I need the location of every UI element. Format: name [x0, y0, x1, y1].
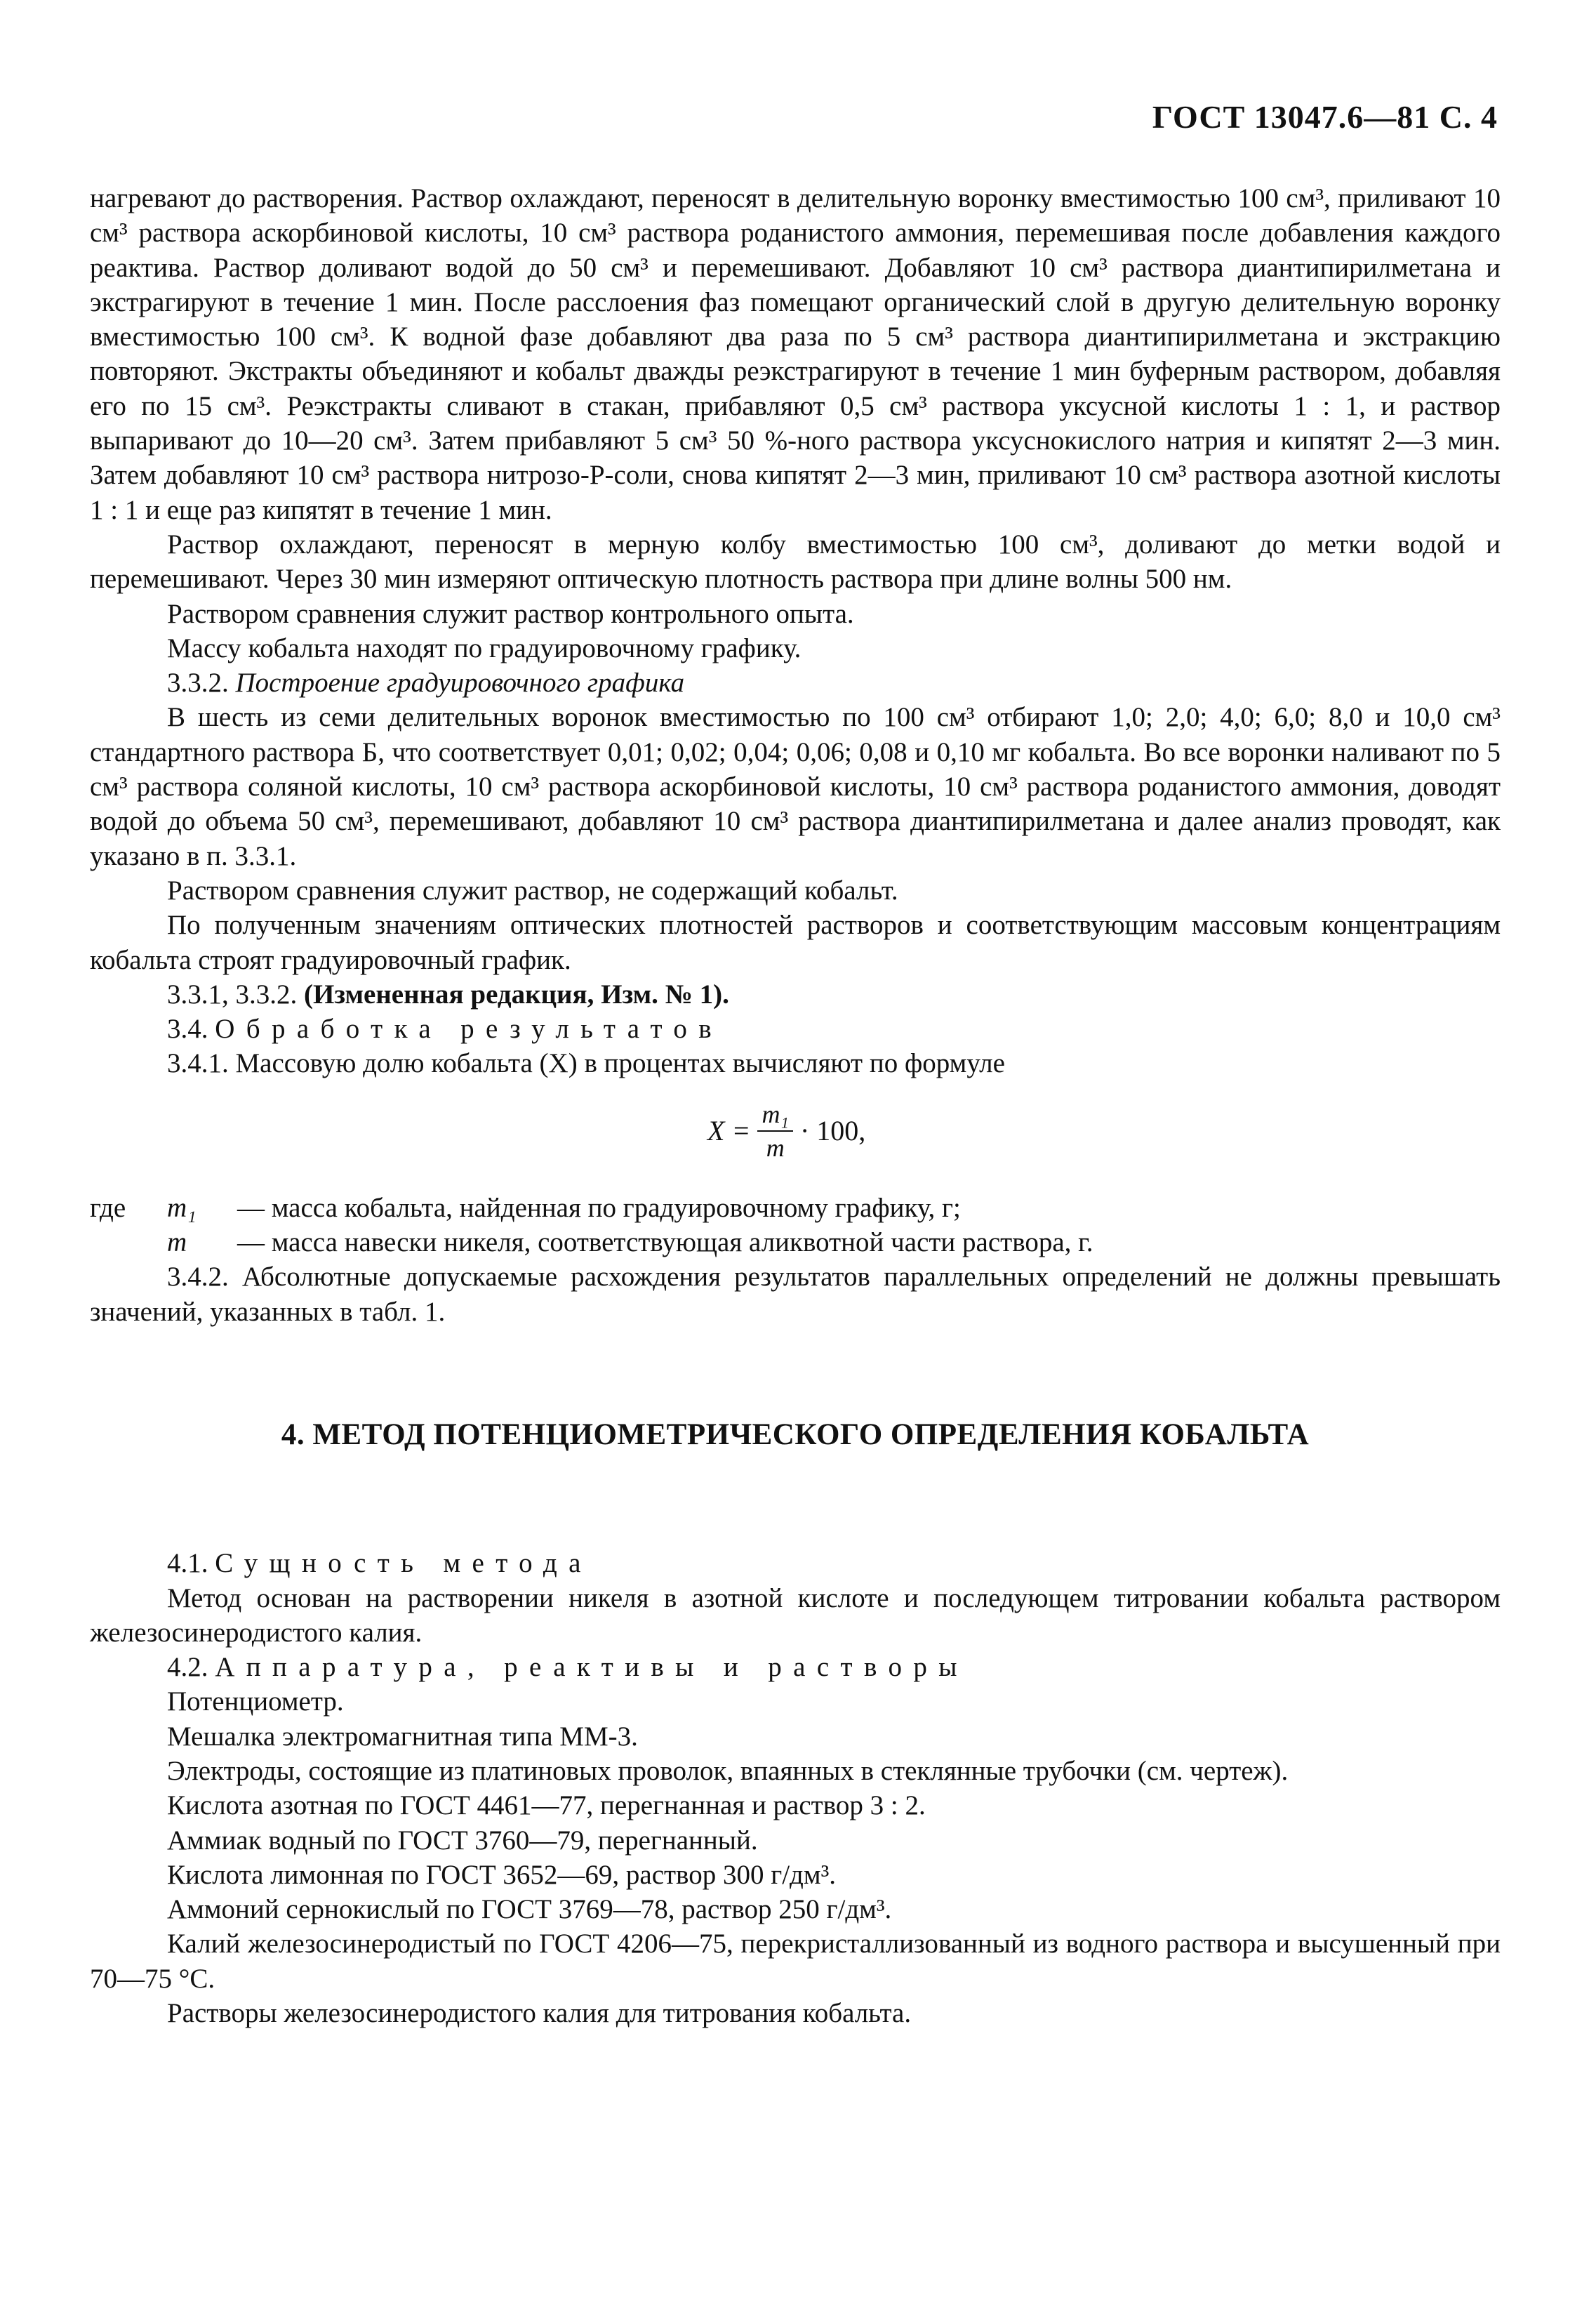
variable-description: — масса кобальта, найденная по градуировочному графику, г;: [237, 1192, 961, 1223]
variable-definition: [167, 1225, 1093, 1260]
list-item: Кислота азотная по ГОСТ 4461—77, перегнанная и раствор 3 : 2.: [167, 1790, 926, 1821]
clause-number: 4.1.: [167, 1548, 208, 1579]
formula-rhs: · 100,: [799, 1115, 866, 1147]
clause-title: Построение градуировочного графика: [235, 668, 685, 699]
clause-title: Аппаратура, реактивы и растворы: [215, 1652, 969, 1683]
subsection-heading-4-2: [90, 1650, 1501, 1684]
paragraph-cobalt-mass: Массу кобальта находят по градуировочному графику.: [167, 633, 802, 663]
formula-block: [90, 1095, 1501, 1185]
variable-symbol: m₁: [167, 1192, 197, 1223]
list-item: Аммоний сернокислый по ГОСТ 3769—78, раствор 250 г/дм³.: [167, 1894, 892, 1925]
document-body: [90, 181, 1501, 2030]
list-item: Растворы железосинеродистого калия для титрования кобальта.: [167, 1998, 912, 2029]
list-item: Аммиак водный по ГОСТ 3760—79, перегнанный.: [167, 1825, 758, 1856]
paragraph-calibration-procedure: В шесть из семи делительных воронок вместимостью по 100 см³ отбирают 1,0; 2,0; 4,0; 6,0; 8,0 и 10,0 см³ стандартного раствора Б, что соответствует 0,01; 0,02; 0,04; 0,06; 0,08 и 0,10 мг кобальта. Во все воронки наливают по 5 см³ раствора соляной кислоты, 10 см³ раствора аскорбиновой кислоты, 10 см³ раствора роданистого аммония, доводят водой до объема 50 см³, перемешивают, добавляют 10 см³ раствора диантипирилметана и далее анализ проводят, как указано в п. 3.3.1.: [90, 702, 1501, 871]
variable-definitions: [90, 1191, 1501, 1260]
formula-fraction: [757, 1098, 793, 1164]
subsection-heading-4-1: [90, 1546, 1501, 1580]
paragraph-calibration-graph: По полученным значениям оптических плотностей растворов и соответствующим массовым концентрациям кобальта строят градуировочный график.: [90, 910, 1501, 975]
amendment-note: [90, 977, 1501, 1012]
amendment-text: (Измененная редакция, Изм. № 1).: [304, 979, 729, 1010]
formula-denominator: m: [766, 1133, 785, 1162]
where-label: где: [90, 1192, 126, 1223]
paragraph-formula-intro: 3.4.1. Массовую долю кобальта (X) в процентах вычисляют по формуле: [167, 1048, 1005, 1079]
paragraph-reference-solution: Раствором сравнения служит раствор контрольного опыта.: [167, 598, 854, 629]
list-item: Калий железосинеродистый по ГОСТ 4206—75, перекристаллизованный из водного раствора и высушенный при 70—75 °С.: [90, 1929, 1501, 1994]
subsection-heading-3-4: [90, 1012, 1501, 1046]
clause-number: 3.4.: [167, 1014, 208, 1045]
paragraph-calibration-reference: Раствором сравнения служит раствор, не содержащий кобальт.: [167, 875, 898, 906]
page-header: ГОСТ 13047.6—81 С. 4: [1152, 99, 1498, 135]
variable-definition: [167, 1191, 1093, 1225]
list-item: Мешалка электромагнитная типа ММ-3.: [167, 1721, 638, 1752]
variable-description: — масса навески никеля, соответствующая аликвотной части раствора, г.: [237, 1227, 1093, 1258]
subsection-heading-3-3-2: [90, 666, 1501, 700]
list-item: Электроды, состоящие из платиновых проволок, впаянных в стеклянные трубочки (см. чертеж).: [167, 1755, 1289, 1786]
list-item: Потенциометр.: [167, 1686, 344, 1717]
paragraph-tolerances: 3.4.2. Абсолютные допускаемые расхождения результатов параллельных определений не должны превышать значений, указанных в табл. 1.: [90, 1262, 1501, 1327]
clause-number: 3.3.2.: [167, 668, 229, 699]
formula-lhs: X =: [707, 1115, 751, 1147]
paragraph-method-continuation: нагревают до растворения. Раствор охлаждают, переносят в делительную воронку вместимостью 100 см³, приливают 10 см³ раствора аскорбиновой кислоты, 10 см³ раствора роданистого аммония, перемешивая после добавления каждого реактива. Раствор доливают водой до 50 см³ и перемешивают. Добавляют 10 см³ раствора диантипирилметана и экстрагируют в течение 1 мин. После расслоения фаз помещают органический слой в другую делительную воронку вместимостью 100 см³. К водной фазе добавляют два раза по 5 см³ раствора диантипирилметана и экстракцию повторяют. Экстракты объединяют и кобальт дважды реэкстрагируют в течение 1 мин буферным раствором, добавляя его по 15 см³. Реэкстракты сливают в стакан, прибавляют 0,5 см³ раствора уксусной кислоты 1 : 1, и раствор выпаривают до 10—20 см³. Затем прибавляют 5 см³ 50 %-ного раствора уксуснокислого натрия и кипятят 2—3 мин. Затем добавляют 10 см³ раствора нитрозо-Р-соли, снова кипятят 2—3 мин, приливают 10 см³ раствора азотной кислоты 1 : 1 и еще раз кипятят в течение 1 мин.: [90, 183, 1501, 525]
variable-symbol: m: [167, 1227, 187, 1258]
clause-title: Обработка результатов: [215, 1014, 724, 1045]
paragraph-measurement: Раствор охлаждают, переносят в мерную колбу вместимостью 100 см³, доливают до метки водой и перемешивают. Через 30 мин измеряют оптическую плотность раствора при длине волны 500 нм.: [90, 529, 1501, 595]
clause-number: 4.2.: [167, 1652, 208, 1683]
amendment-clauses: 3.3.1, 3.3.2.: [167, 979, 298, 1010]
paragraph-method-essence: Метод основан на растворении никеля в азотной кислоте и последующем титровании кобальта раствором железосинеродистого калия.: [90, 1582, 1501, 1648]
section-title-4: 4. МЕТОД ПОТЕНЦИОМЕТРИЧЕСКОГО ОПРЕДЕЛЕНИЯ КОБАЛЬТА: [281, 1417, 1310, 1451]
list-item: Кислота лимонная по ГОСТ 3652—69, раствор 300 г/дм³.: [167, 1859, 837, 1890]
formula-numerator: m₁: [757, 1098, 793, 1132]
clause-title: Сущность метода: [215, 1548, 592, 1579]
